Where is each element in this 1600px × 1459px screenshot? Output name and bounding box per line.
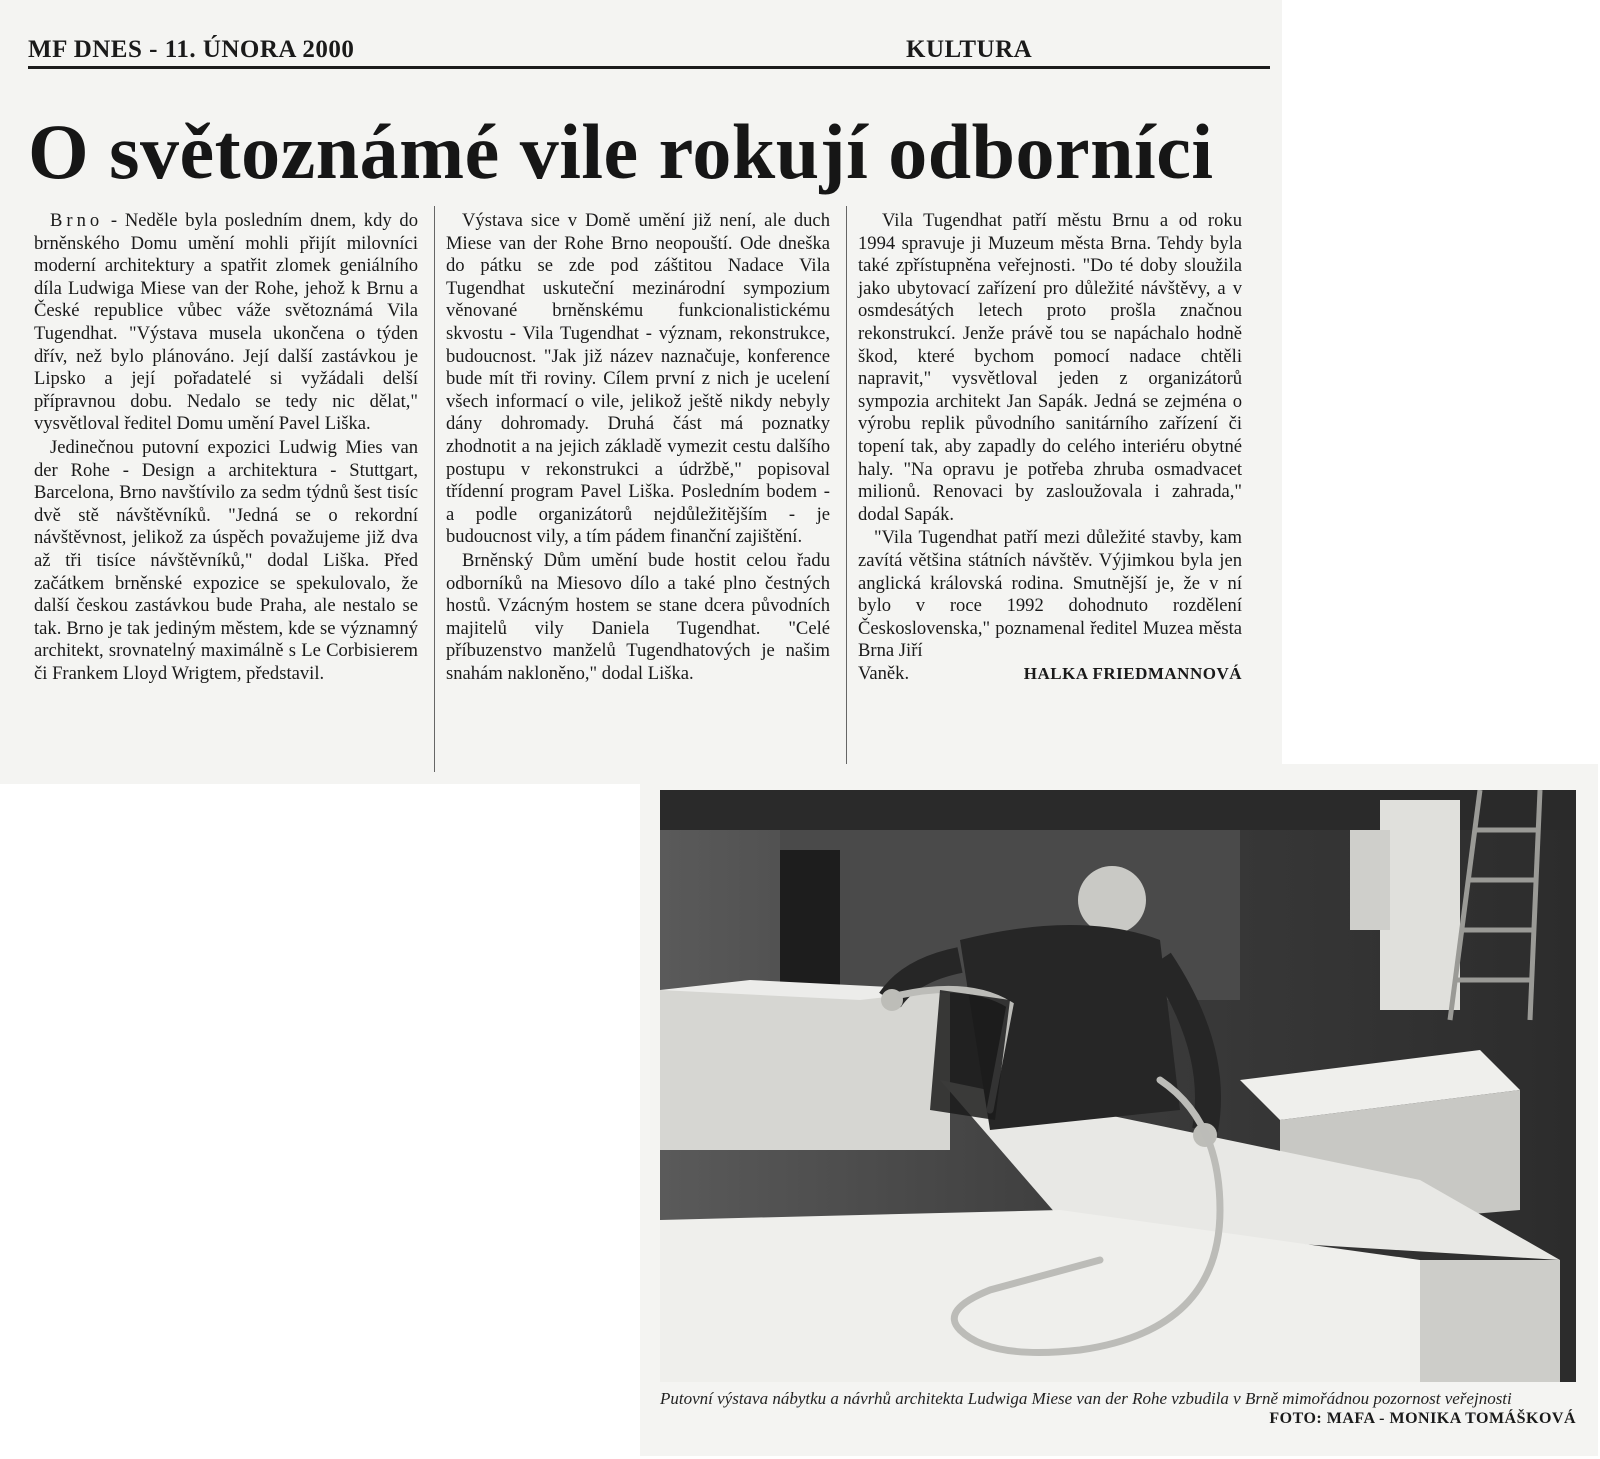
photo-illustration	[660, 790, 1576, 1382]
photo-caption: Putovní výstava nábytku a návrhů architekta Ludwiga Miese van der Rohe vzbudila v Brně mimořádnou pozornost veřejnosti	[660, 1389, 1512, 1408]
paragraph: Výstava sice v Domě umění již není, ale duch Miese van der Rohe Brno neopouští. Ode dneška do pátku se zde pod záštitou Nadace Vila Tugendhat uskuteční mezinárodní sympozium věnované brněnskému funkcionalistickému skvostu - Vila Tugendhat - význam, rekonstrukce, budoucnost. "Jak již název naznačuje, konference bude mít tři roviny. Cílem první z nich je ucelení všech informací o vile, jelikož ještě nikdy nebyly dány dohromady. Druhá část má poznatky zhodnotit a na jejich základě vymezit cestu dalšího postupu v rekonstrukci a údržbě," popisoval třídenní program Pavel Liška. Posledním bodem - a podle organizátorů nejdůležitějším - je budoucnost vily, a tím pádem finanční zajištění.	[446, 210, 830, 548]
article-column-3	[858, 210, 1242, 685]
masthead	[28, 36, 1270, 69]
byline-row	[858, 663, 1242, 686]
left-plinth	[660, 990, 950, 1150]
article-column-2	[446, 210, 830, 685]
paragraph: Jedinečnou putovní expozici Ludwig Mies van der Rohe - Design a architektura - Stuttgart, Barcelona, Brno navštívilo za sedm týdnů šest tisíc dvě stě návštěvníků. "Jedná se o rekordní návštěvnost, jelikož za úspěch považujeme již dva až tři tisíce návštěvníků," dodal Liška. Před začátkem brněnské expozice se spekulovalo, že další českou zastávkou bude Praha, ale nestalo se tak. Brno je tak jediným městem, kde se významný architekt, srovnatelný maximálně s Le Corbisierem či Frankem Lloyd Wrigtem, představil.	[34, 436, 418, 684]
column-divider	[434, 206, 435, 772]
dark-panel	[780, 850, 840, 990]
author-byline: HALKA FRIEDMANNOVÁ	[1023, 663, 1242, 683]
paragraph-text: - Neděle byla posledním dnem, kdy do brněnského Domu umění mohli přijít milovníci moderní architektury a spatřit zlomek geniálního díla Ludwiga Miese van der Rohe, jehož k Brnu a České republice vůbec váže světoznámá Vila Tugendhat. "Výstava musela ukončena o týden dřív, než bylo plánováno. Její další zastávkou je Lipsko a její pořadatelé si vyžádali delší přípravnou dobu. Nedalo se tedy nic dělat," vysvětloval ředitel Domu umění Pavel Liška.	[34, 210, 418, 435]
headline: O světoznámé vile rokují odborníci	[28, 108, 1214, 195]
section-label: KULTURA	[906, 36, 1033, 63]
paragraph: Brněnský Dům umění bude hostit celou řadu odborníků na Miesovo dílo a také plno čestných hostů. Vzácným hostem se stane dcera původních majitelů vily Daniela Tugendhat. "Celé příbuzenstvo manželů Tugendhatových je našim snahám nakloněno," dodal Liška.	[446, 549, 830, 684]
photo-credit: FOTO: MAFA - MONIKA TOMÁŠKOVÁ	[1269, 1410, 1576, 1427]
white-pillar	[1380, 800, 1460, 1010]
dateline: Brno	[50, 210, 104, 231]
column-divider	[846, 206, 847, 772]
masthead-date: MF DNES - 11. ÚNORA 2000	[28, 36, 355, 63]
photo-clipping	[640, 764, 1598, 1456]
paragraph-end: Vaněk.	[858, 662, 910, 684]
paragraph: Vila Tugendhat patří městu Brnu a od roku 1994 spravuje ji Muzeum města Brna. Tehdy byla také zpřístupněna veřejnosti. "Do té doby sloužila jako ubytovací zařízení pro důležité návštěvy, a v osmdesátých letech proto prošla značnou rekonstrukcí. Jenže právě tou se napáchalo hodně škod, které bychom pomocí nadace chtěli napravit," vysvětloval jeden z organizátorů sympozia architekt Jan Sapák. Jedná se zejména o výrobu replik původního sanitárního zařízení či topení tak, aby zapadly do celého interiéru obytné haly. "Na opravu je potřeba zhruba osmadvacet milionů. Renovaci by zasloužovala i zahrada," dodal Sapák.	[858, 210, 1242, 525]
wall-sign	[1350, 830, 1390, 930]
article-column-1	[34, 210, 418, 685]
article-photo	[660, 790, 1576, 1382]
front-plinth-side	[1420, 1260, 1560, 1382]
paragraph: "Vila Tugendhat patří mezi důležité stavby, kam zavítá většina státních návštěv. Výjimkou byla jen anglická královská rodina. Smutnější je, že v ní bylo v roce 1992 dohodnuto rozdělení Československa," poznamenal ředitel Muzea města Brna Jiří	[858, 527, 1242, 662]
article-clipping	[0, 0, 1282, 784]
paragraph	[34, 210, 418, 436]
